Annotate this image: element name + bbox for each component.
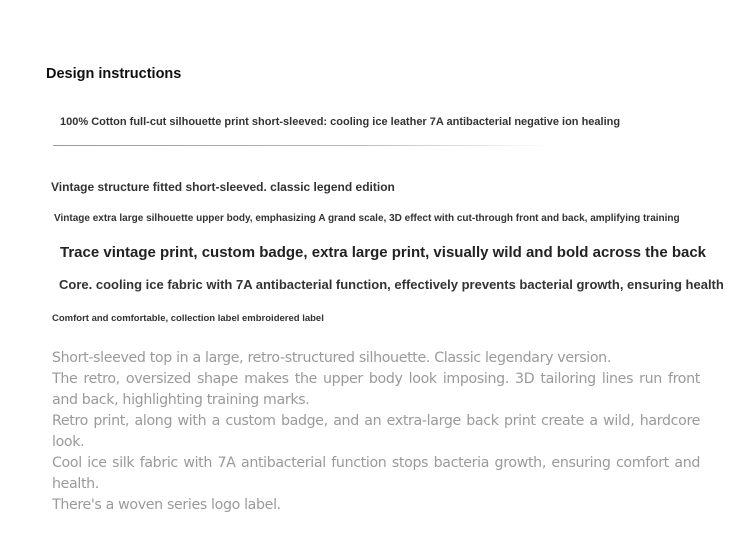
description-paragraph: The retro, oversized shape makes the upper body look imposing. 3D tailoring lines run front and back, highlighting training marks. xyxy=(52,371,700,408)
feature-line-label: Comfort and comfortable, collection label embroidered label xyxy=(52,313,324,324)
description-paragraph: Cool ice silk fabric with 7A antibacterial function stops bacteria growth, ensuring comfort and health. xyxy=(52,455,700,492)
feature-line-silhouette: Vintage extra large silhouette upper body, emphasizing A grand scale, 3D effect with cut-through front and back, amplifying training xyxy=(54,213,680,224)
page-title: Design instructions xyxy=(46,66,182,82)
description-paragraph: There's a woven series logo label. xyxy=(52,497,281,513)
description-block xyxy=(52,348,700,516)
description-paragraph: Retro print, along with a custom badge, and an extra-large back print create a wild, hardcore look. xyxy=(52,413,700,450)
feature-line-vintage-structure: Vintage structure fitted short-sleeved. classic legend edition xyxy=(51,180,395,194)
feature-line-cotton: 100% Cotton full-cut silhouette print short-sleeved: cooling ice leather 7A antibacterial negative ion healing xyxy=(60,116,621,128)
description-paragraph: Short-sleeved top in a large, retro-structured silhouette. Classic legendary version. xyxy=(52,350,611,366)
divider xyxy=(53,145,553,146)
feature-line-fabric: Core. cooling ice fabric with 7A antibacterial function, effectively prevents bacterial growth, ensuring health xyxy=(59,277,724,292)
feature-line-print: Trace vintage print, custom badge, extra large print, visually wild and bold across the back xyxy=(60,244,707,261)
